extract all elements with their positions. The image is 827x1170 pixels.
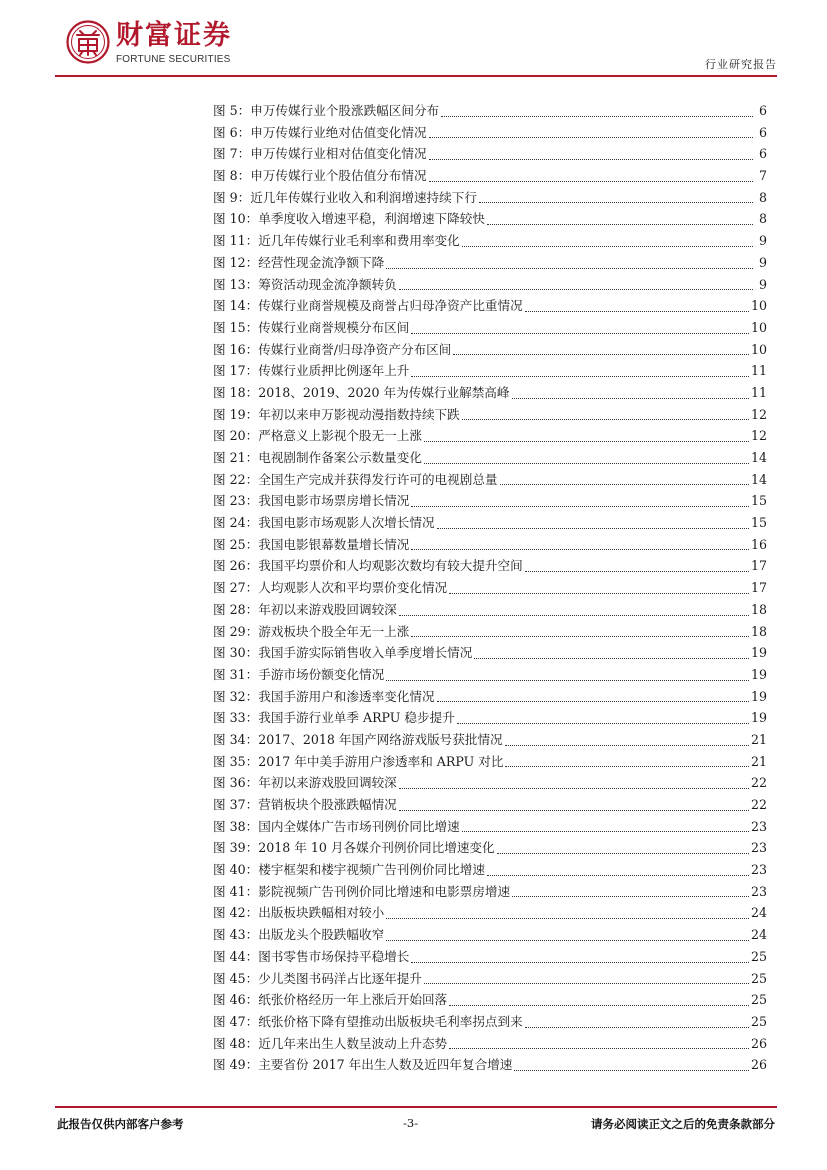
toc-entry-title: 我国手游实际销售收入单季度增长情况 (258, 645, 473, 661)
toc-entry-page: 11 (750, 363, 767, 379)
brand-name-en: FORTUNE SECURITIES (116, 54, 231, 65)
toc-entry-label: 图 16： (213, 341, 259, 357)
toc-entry-label: 图 36： (213, 775, 259, 791)
table-of-figures (213, 100, 767, 1076)
toc-entry[interactable] (213, 729, 767, 751)
toc-entry[interactable] (213, 208, 767, 230)
toc-entry-page: 26 (750, 1035, 767, 1051)
toc-leader-dots (411, 548, 749, 550)
toc-entry-title: 2017、2018 年国产网络游戏版号获批情况 (258, 731, 503, 747)
toc-entry-label: 图 37： (213, 797, 259, 812)
toc-entry-title: 我国电影市场票房增长情况 (258, 493, 410, 509)
toc-entry-label: 图 35： (213, 753, 259, 769)
toc-entry[interactable] (213, 1054, 767, 1076)
toc-entry-page: 25 (750, 1013, 767, 1029)
toc-entry-label: 图 25： (213, 536, 259, 552)
toc-entry-title: 传媒行业商誉规模分布区间 (258, 319, 410, 335)
toc-entry-page: 6 (758, 146, 767, 162)
toc-entry-label: 图 48： (213, 1035, 259, 1051)
toc-entry-title: 2018 年 10 月各媒介刊例价同比增速变化 (258, 840, 495, 856)
toc-leader-dots (474, 657, 749, 659)
toc-entry-page: 23 (750, 883, 767, 899)
toc-entry-label: 图 29： (213, 623, 259, 639)
toc-leader-dots (462, 245, 753, 247)
toc-entry-label: 图 11： (213, 233, 259, 249)
toc-leader-dots (449, 592, 749, 594)
toc-entry-label: 图 24： (213, 515, 259, 531)
toc-entry-label: 图 27： (213, 580, 259, 596)
toc-entry-label: 图 10： (213, 211, 259, 227)
toc-entry-page: 16 (750, 536, 767, 552)
toc-leader-dots (429, 158, 753, 160)
toc-leader-dots (500, 483, 749, 485)
toc-entry-label: 图 34： (213, 731, 259, 747)
toc-entry-label: 图 17： (213, 363, 259, 379)
toc-leader-dots (429, 136, 753, 138)
toc-entry-label: 图 44： (213, 948, 259, 964)
toc-leader-dots (525, 310, 749, 312)
toc-entry-page: 21 (750, 753, 767, 769)
toc-entry-page: 15 (750, 493, 767, 509)
toc-leader-dots (424, 982, 749, 984)
toc-entry-label: 图 14： (213, 298, 259, 314)
toc-leader-dots (512, 397, 749, 399)
toc-entry-title: 出版龙头个股跌幅收窄 (258, 927, 385, 943)
toc-entry-page: 25 (750, 948, 767, 964)
toc-entry-title: 筹资活动现金流净额转负 (258, 276, 397, 292)
toc-entry-title: 出版板块跌幅相对较小 (258, 905, 385, 921)
toc-leader-dots (462, 830, 749, 832)
toc-leader-dots (487, 223, 753, 225)
toc-entry-title: 少儿类图书码洋占比逐年提升 (258, 970, 422, 986)
header-divider (55, 75, 777, 77)
toc-entry[interactable] (213, 1033, 767, 1055)
toc-entry-page: 17 (750, 580, 767, 596)
toc-entry[interactable] (213, 924, 767, 946)
toc-entry-title: 2017 年中美手游用户渗透率和 ARPU 对比 (258, 753, 504, 769)
toc-entry[interactable] (213, 317, 767, 339)
toc-entry[interactable] (213, 664, 767, 686)
toc-entry-title: 我国手游用户和渗透率变化情况 (258, 688, 435, 704)
toc-entry[interactable] (213, 707, 767, 729)
toc-entry-title: 电视剧制作备案公示数量变化 (258, 450, 422, 465)
toc-entry[interactable] (213, 881, 767, 903)
toc-entry-page: 9 (758, 233, 767, 249)
toc-entry-page: 7 (758, 168, 767, 184)
toc-entry[interactable] (213, 274, 767, 296)
toc-entry-title: 全国生产完成并获得发行许可的电视剧总量 (258, 471, 498, 487)
toc-entry-label: 图 23： (213, 493, 259, 509)
toc-entry-label: 图 8： (213, 168, 251, 184)
toc-entry-label: 图 31： (213, 666, 259, 682)
toc-entry-title: 图书零售市场保持平稳增长 (258, 948, 410, 964)
toc-entry-page: 19 (750, 688, 767, 704)
toc-entry[interactable] (213, 642, 767, 664)
toc-entry[interactable] (213, 555, 767, 577)
toc-entry-label: 图 32： (213, 688, 259, 704)
toc-leader-dots (411, 961, 749, 963)
toc-entry[interactable] (213, 837, 767, 859)
footer-disclaimer-right: 请务必阅读正文之后的免责条款部分 (591, 1117, 775, 1131)
toc-entry-title: 传媒行业质押比例逐年上升 (258, 363, 410, 379)
toc-entry-title: 严格意义上影视个股无一上涨 (258, 428, 422, 444)
toc-entry-label: 图 40： (213, 862, 259, 878)
toc-leader-dots (386, 939, 749, 941)
toc-entry-page: 10 (750, 298, 767, 314)
toc-entry-label: 图 28： (213, 601, 259, 617)
toc-entry-title: 传媒行业商誉/归母净资产分布区间 (258, 341, 452, 357)
toc-entry[interactable] (213, 360, 767, 382)
page-number: -3- (403, 1116, 419, 1130)
toc-leader-dots (399, 288, 753, 290)
toc-entry-page: 6 (758, 103, 767, 118)
toc-entry-title: 2018、2019、2020 年为传媒行业解禁高峰 (258, 384, 510, 400)
toc-entry[interactable] (213, 512, 767, 534)
toc-entry[interactable] (213, 165, 767, 187)
toc-entry-page: 22 (750, 797, 767, 812)
toc-entry-page: 9 (758, 254, 767, 270)
toc-entry-title: 申万传媒行业个股涨跌幅区间分布 (250, 103, 440, 118)
toc-entry-title: 人均观影人次和平均票价变化情况 (258, 580, 448, 596)
toc-entry[interactable] (213, 339, 767, 361)
brand-name-cn: 财富证券 (116, 20, 232, 51)
toc-entry-page: 17 (750, 558, 767, 574)
toc-entry[interactable] (213, 816, 767, 838)
toc-leader-dots (505, 744, 749, 746)
toc-entry-page: 26 (750, 1057, 767, 1073)
toc-leader-dots (453, 353, 749, 355)
toc-entry-label: 图 7： (213, 146, 251, 162)
toc-entry-title: 申万传媒行业绝对估值变化情况 (250, 124, 427, 140)
toc-leader-dots (449, 1047, 749, 1049)
footer-disclaimer-left: 此报告仅供内部客户参考 (57, 1117, 184, 1131)
toc-entry[interactable] (213, 143, 767, 165)
toc-entry[interactable] (213, 382, 767, 404)
toc-entry[interactable] (213, 230, 767, 252)
toc-entry-title: 营销板块个股涨跌幅情况 (258, 797, 397, 812)
toc-entry-title: 年初以来游戏股回调较深 (258, 775, 397, 791)
toc-entry-page: 19 (750, 710, 767, 726)
toc-entry-title: 经营性现金流净额下降 (258, 254, 385, 270)
toc-entry-title: 申万传媒行业个股估值分布情况 (250, 168, 427, 184)
toc-entry-page: 8 (758, 189, 767, 205)
toc-entry-label: 图 9： (213, 189, 251, 205)
toc-entry[interactable] (213, 599, 767, 621)
toc-leader-dots (424, 440, 749, 442)
toc-entry-page: 21 (750, 731, 767, 747)
toc-leader-dots (437, 527, 749, 529)
toc-leader-dots (424, 462, 749, 464)
toc-entry-label: 图 33： (213, 710, 259, 726)
toc-entry-page: 22 (750, 775, 767, 791)
toc-leader-dots (505, 765, 749, 767)
toc-entry-label: 图 38： (213, 818, 259, 834)
toc-leader-dots (449, 1004, 749, 1006)
toc-entry-label: 图 21： (213, 450, 259, 465)
toc-entry-title: 近几年传媒行业毛利率和费用率变化 (258, 233, 460, 249)
toc-leader-dots (462, 418, 749, 420)
fortune-securities-logo-icon (66, 20, 110, 64)
toc-entry-page: 23 (750, 862, 767, 878)
toc-entry-page: 12 (750, 406, 767, 422)
toc-entry[interactable] (213, 621, 767, 643)
toc-entry-label: 图 15： (213, 319, 259, 335)
toc-leader-dots (386, 267, 753, 269)
toc-entry-page: 12 (750, 428, 767, 444)
toc-entry-title: 我国电影市场观影人次增长情况 (258, 515, 435, 531)
toc-entry-label: 图 47： (213, 1013, 259, 1029)
toc-leader-dots (479, 201, 753, 203)
toc-leader-dots (399, 614, 749, 616)
toc-entry[interactable] (213, 295, 767, 317)
toc-entry-title: 申万传媒行业相对估值变化情况 (250, 146, 427, 162)
toc-entry[interactable] (213, 447, 767, 469)
toc-leader-dots (512, 895, 749, 897)
toc-entry-title: 主要省份 2017 年出生人数及近四年复合增速 (258, 1057, 513, 1073)
toc-entry[interactable] (213, 122, 767, 144)
toc-leader-dots (411, 635, 749, 637)
toc-leader-dots (386, 917, 749, 919)
toc-entry-page: 25 (750, 992, 767, 1008)
toc-entry-label: 图 46： (213, 992, 259, 1008)
toc-leader-dots (386, 679, 749, 681)
toc-leader-dots (429, 180, 753, 182)
toc-entry[interactable] (213, 902, 767, 924)
toc-entry-title: 单季度收入增速平稳，利润增速下降较快 (258, 211, 485, 227)
toc-entry[interactable] (213, 859, 767, 881)
toc-leader-dots (411, 375, 749, 377)
toc-entry-title: 年初以来申万影视动漫指数持续下跌 (258, 406, 460, 422)
toc-entry-page: 9 (758, 276, 767, 292)
toc-entry-title: 游戏板块个股全年无一上涨 (258, 623, 410, 639)
toc-entry-page: 23 (750, 840, 767, 856)
page-header (0, 0, 827, 80)
toc-entry-page: 15 (750, 515, 767, 531)
toc-entry-page: 10 (750, 341, 767, 357)
toc-entry-page: 14 (750, 471, 767, 487)
toc-leader-dots (399, 787, 749, 789)
toc-entry-label: 图 26： (213, 558, 259, 574)
toc-leader-dots (441, 115, 753, 117)
toc-entry-label: 图 49： (213, 1057, 259, 1073)
toc-leader-dots (437, 700, 749, 702)
toc-entry-label: 图 41： (213, 883, 259, 899)
footer-divider (55, 1106, 777, 1108)
toc-entry[interactable] (213, 252, 767, 274)
toc-entry[interactable] (213, 577, 767, 599)
toc-entry-label: 图 18： (213, 384, 259, 400)
toc-entry-title: 年初以来游戏股回调较深 (258, 601, 397, 617)
toc-entry-title: 近几年传媒行业收入和利润增速持续下行 (250, 189, 477, 205)
toc-entry[interactable] (213, 686, 767, 708)
toc-entry-page: 10 (750, 319, 767, 335)
toc-entry-page: 25 (750, 970, 767, 986)
toc-entry-title: 纸张价格经历一年上涨后开始回落 (258, 992, 448, 1008)
toc-entry-label: 图 20： (213, 428, 259, 444)
toc-entry-label: 图 30： (213, 645, 259, 661)
toc-entry[interactable] (213, 490, 767, 512)
toc-entry-page: 19 (750, 645, 767, 661)
toc-entry-title: 我国电影银幕数量增长情况 (258, 536, 410, 552)
toc-entry[interactable] (213, 534, 767, 556)
toc-entry-label: 图 45： (213, 970, 259, 986)
toc-entry-title: 我国平均票价和人均观影次数均有较大提升空间 (258, 558, 523, 574)
toc-entry[interactable] (213, 794, 767, 816)
toc-leader-dots (457, 722, 749, 724)
toc-entry-title: 楼宇框架和楼宇视频广告刊例价同比增速 (258, 862, 485, 878)
toc-entry-page: 23 (750, 818, 767, 834)
toc-entry[interactable] (213, 751, 767, 773)
toc-entry[interactable] (213, 968, 767, 990)
toc-entry-page: 19 (750, 666, 767, 682)
toc-entry-page: 24 (750, 927, 767, 943)
toc-entry[interactable] (213, 772, 767, 794)
toc-leader-dots (525, 1026, 749, 1028)
toc-entry-page: 24 (750, 905, 767, 921)
toc-entry-title: 我国手游行业单季 ARPU 稳步提升 (258, 710, 455, 726)
toc-entry[interactable] (213, 469, 767, 491)
toc-leader-dots (525, 570, 749, 572)
toc-entry-label: 图 5： (213, 103, 251, 118)
toc-entry[interactable] (213, 100, 767, 122)
toc-entry[interactable] (213, 187, 767, 209)
toc-entry[interactable] (213, 989, 767, 1011)
toc-leader-dots (514, 1069, 749, 1071)
toc-entry-title: 纸张价格下降有望推动出版板块毛利率拐点到来 (258, 1013, 523, 1029)
toc-entry[interactable] (213, 425, 767, 447)
toc-entry-label: 图 6： (213, 124, 251, 140)
toc-entry-page: 6 (758, 124, 767, 140)
toc-entry[interactable] (213, 404, 767, 426)
toc-entry-title: 国内全媒体广告市场刊例价同比增速 (258, 818, 460, 834)
toc-entry-label: 图 13： (213, 276, 259, 292)
toc-leader-dots (411, 332, 749, 334)
toc-entry-label: 图 43： (213, 927, 259, 943)
report-type: 行业研究报告 (705, 58, 777, 71)
toc-entry[interactable] (213, 946, 767, 968)
toc-entry-page: 14 (750, 450, 767, 465)
toc-entry-label: 图 12： (213, 254, 259, 270)
toc-entry[interactable] (213, 1011, 767, 1033)
toc-entry-page: 18 (750, 601, 767, 617)
toc-leader-dots (411, 505, 749, 507)
toc-leader-dots (487, 874, 749, 876)
toc-entry-label: 图 22： (213, 471, 259, 487)
toc-entry-title: 近几年来出生人数呈波动上升态势 (258, 1035, 448, 1051)
toc-entry-title: 手游市场份额变化情况 (258, 666, 385, 682)
toc-leader-dots (399, 809, 749, 811)
toc-entry-page: 18 (750, 623, 767, 639)
toc-entry-title: 传媒行业商誉规模及商誉占归母净资产比重情况 (258, 298, 523, 314)
toc-entry-page: 8 (758, 211, 767, 227)
toc-entry-label: 图 19： (213, 406, 259, 422)
toc-entry-page: 11 (750, 384, 767, 400)
toc-entry-label: 图 42： (213, 905, 259, 921)
toc-entry-title: 影院视频广告刊例价同比增速和电影票房增速 (258, 883, 511, 899)
toc-entry-label: 图 39： (213, 840, 259, 856)
toc-leader-dots (497, 852, 749, 854)
